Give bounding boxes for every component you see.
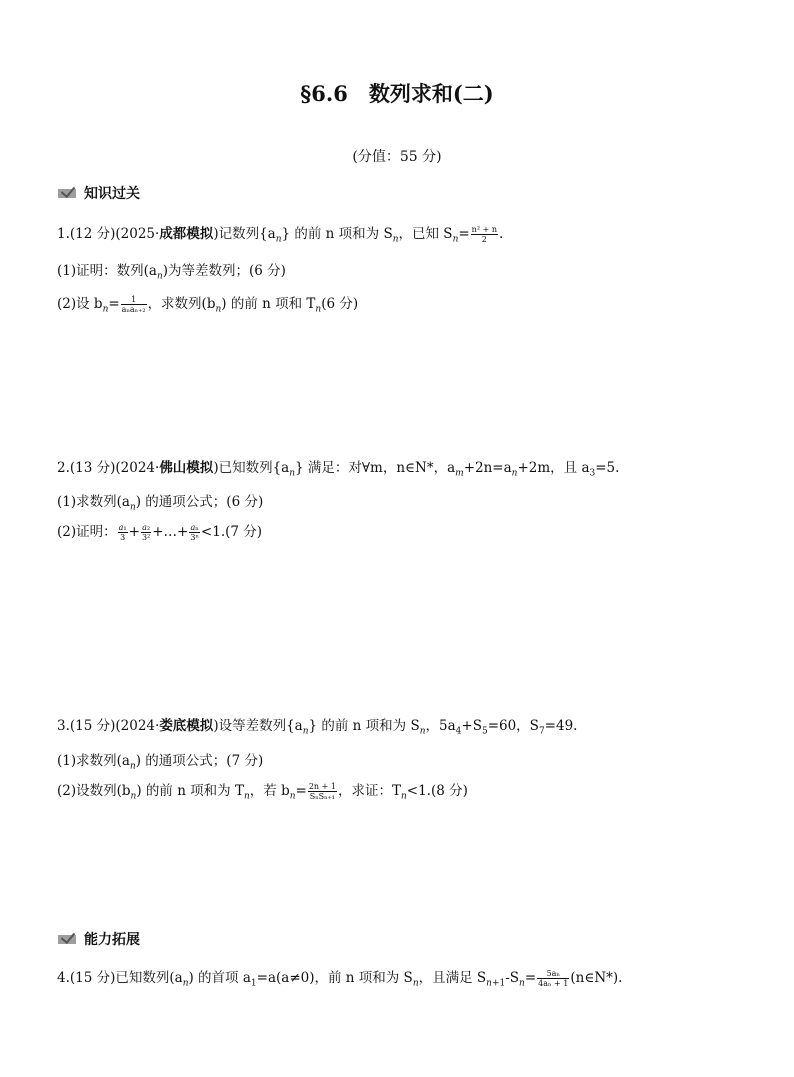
fraction: $\frac{\text{5aₙ}}{\text{4aₙ + 1}}$ — [538, 969, 569, 988]
problem-2-part-2: (2)证明： $\frac{\text{a₁}}{3}$ + $\frac{\text{a₂}}{\text{3²}}$ +…+ $\frac{\text{aₙ}}{\text{3ⁿ}}$ <1.(7 分) — [57, 523, 263, 542]
problem-3-statement: 3.(15 分)(2024·娄底模拟)设等差数列$\{a_n\}$ 的前 n 项和为 $S_n$，$5a_4+S_5=60$，$S_7=49$. — [57, 718, 578, 737]
fraction: $\frac{1}{\text{aₙaₙ₊₂}}$ — [121, 295, 146, 314]
problem-4-statement: 4.(15 分)已知数列$(a_n)$ 的首项 $a_1=a(a\ne 0)$，前 n 项和为 $S_n$，且满足 $S_{n+1}-S_n=$ $\frac{\text{5aₙ}}{\text{4aₙ + 1}}$ (n∈N*). — [57, 969, 623, 989]
problem-2-statement: 2.(13 分)(2024·佛山模拟)已知数列$\{a_n\}$ 满足：对∀m，n∈N*，$a_m+2n=a_n+2m$，且 $a_3=5$. — [57, 460, 620, 479]
section-header-knowledge — [58, 183, 140, 203]
page-title: §6.6 数列求和(二) — [300, 81, 494, 106]
section-label: 知识过关 — [84, 186, 140, 202]
problem-3-part-2: (2)设数列$(b_n)$ 的前 n 项和为 $T_n$，若 $b_n=$ $\frac{2n + 1}{\text{SₙSₙ₊₁}}$ ，求证：$T_n<1.(8$ 分) — [57, 782, 468, 802]
fraction: $\frac{2n + 1}{\text{SₙSₙ₊₁}}$ — [308, 782, 336, 801]
problem-3-part-1: (1)求数列$(a_n)$ 的通项公式；(7 分) — [57, 753, 264, 772]
problem-1-part-1: (1)证明：数列$(a_n)$为等差数列；(6 分) — [57, 263, 286, 282]
problem-2-part-1: (1)求数列$(a_n)$ 的通项公式；(6 分) — [57, 494, 264, 513]
problem-1-part-2: (2)设 $b_n=$ $\frac{1}{\text{aₙaₙ₊₂}}$ ，求数列$(b_n)$ 的前 n 项和 $T_n(6$ 分) — [57, 295, 359, 315]
checkmark-icon — [58, 186, 78, 200]
score-label: (分值：55 分) — [352, 149, 442, 165]
section-label: 能力拓展 — [84, 932, 140, 948]
section-header-ability — [58, 929, 140, 949]
fraction: $\frac{\text{n² + n}}{2}$ — [471, 225, 497, 244]
problem-1-statement: 1.(12 分)(2025·成都模拟)记数列$\{a_n\}$ 的前 n 项和为 $S_n$，已知 $S_n=$ $\frac{\text{n² + n}}{2}$ . — [57, 225, 504, 245]
checkmark-icon — [58, 932, 78, 946]
